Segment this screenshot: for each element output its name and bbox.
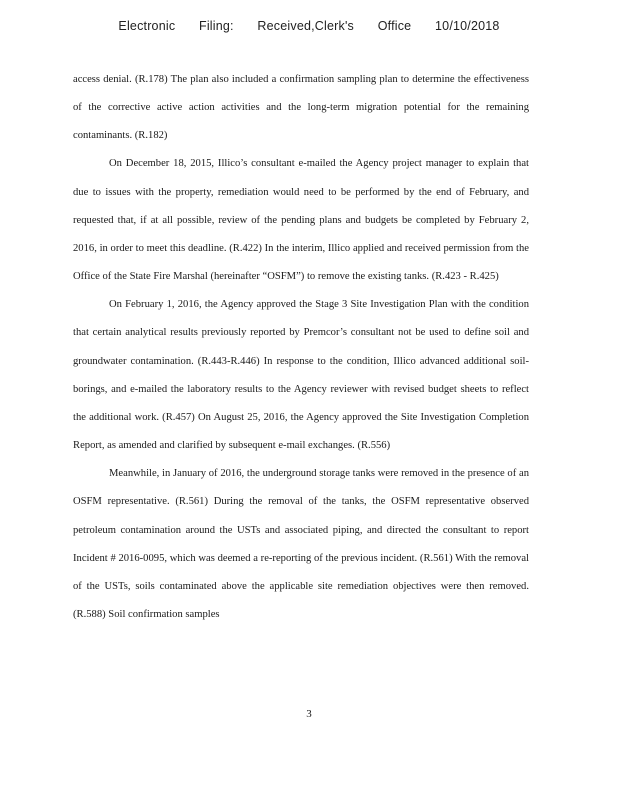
header-received-clerks: Received,Clerk's [257, 19, 355, 33]
header-date: 10/10/2018 [435, 19, 500, 33]
paragraph-1: access denial. (R.178) The plan also included a confirmation sampling plan to determine the effectiveness of the corrective active action activities and the long-term migration potential for the remaining contaminants. (R.182) [73, 74, 529, 142]
document-body [73, 66, 529, 629]
paragraph-3: On February 1, 2016, the Agency approved the Stage 3 Site Investigation Plan with the condition that certain analytical results previously reported by Premcor’s consultant not be used to define soil and groundwater contamination. (R.443-R.446) In response to the condition, Illico advanced additional soil-borings, and e-mailed the laboratory results to the Agency reviewer with revised budget sheets to reflect the additional work. (R.457) On August 25, 2016, the Agency approved the Site Investigation Completion Report, as amended and clarified by subsequent e-mail exchanges. (R.556) [73, 299, 529, 452]
header-filing: Filing: [198, 19, 234, 33]
header-electronic: Electronic [118, 19, 176, 33]
page-number: 3 [306, 708, 312, 720]
paragraph-4: Meanwhile, in January of 2016, the underground storage tanks were removed in the presence of an OSFM representative. (R.561) During the removal of the tanks, the OSFM representative observed petroleum contamination around the USTs and associated piping, and directed the consultant to report Incident # 2016-0095, which was deemed a re-reporting of the previous incident. (R.561) With the removal of the USTs, soils contaminated above the applicable site remediation objectives were then removed. (R.588) Soil confirmation samples [73, 468, 529, 620]
electronic-filing-header [0, 19, 618, 33]
paragraph-2: On December 18, 2015, Illico’s consultant e-mailed the Agency project manager to explain that due to issues with the property, remediation would need to be performed by the end of February, and requested that, if at all possible, review of the pending plans and budgets be completed by February 2, 2016, in order to meet this deadline. (R.422) In the interim, Illico applied and received permission from the Office of the State Fire Marshal (hereinafter “OSFM”) to remove the existing tanks. (R.423 - R.425) [73, 158, 529, 283]
header-office: Office [377, 19, 412, 33]
